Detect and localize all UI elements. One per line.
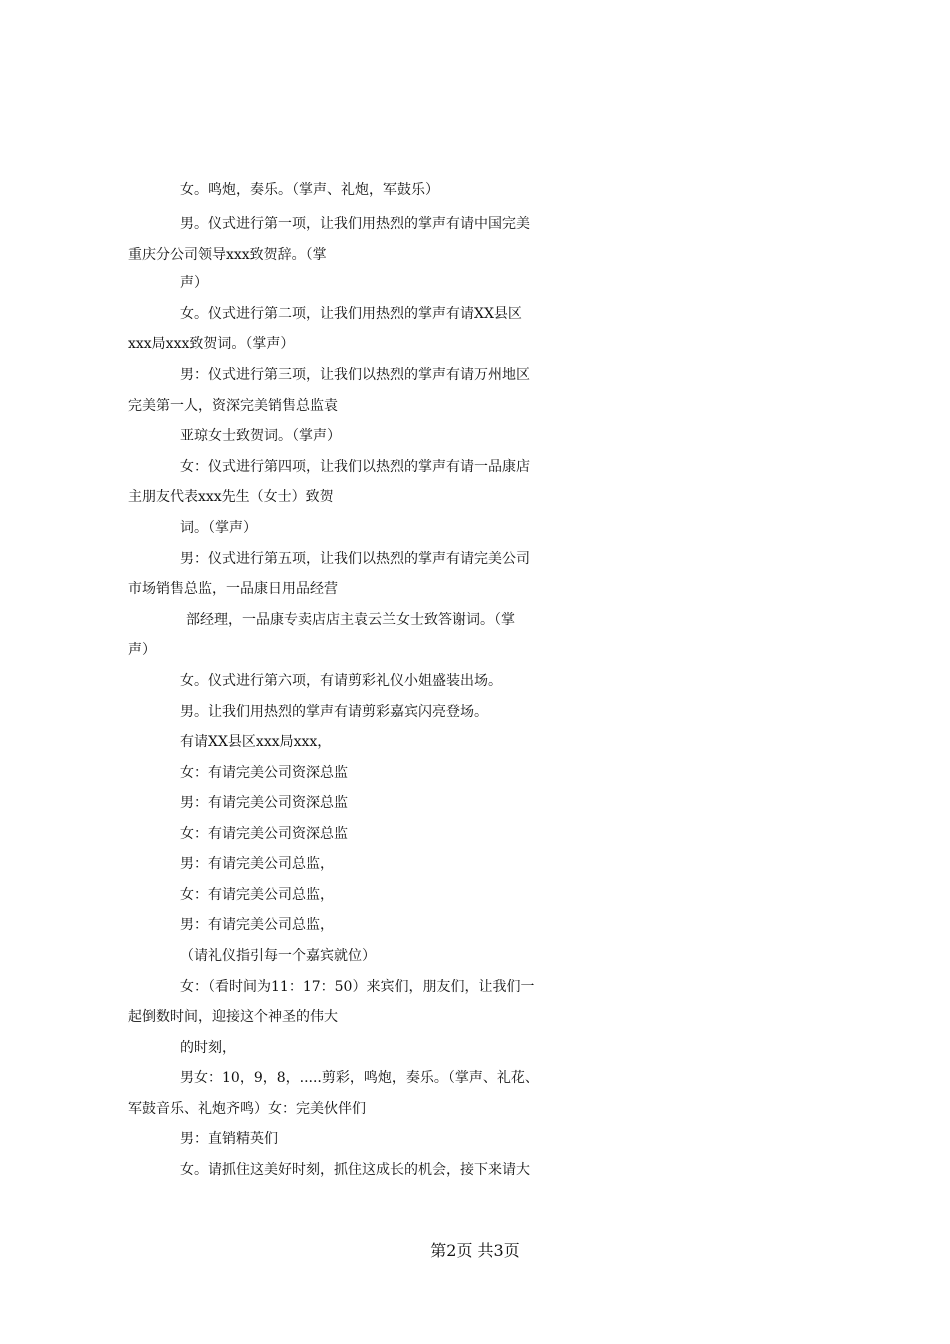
text-line: 男：仪式进行第三项，让我们以热烈的掌声有请万州地区 xyxy=(180,367,530,383)
text-line: 女。鸣炮，奏乐。（掌声、礼炮，军鼓乐） xyxy=(180,182,439,198)
text-line: 有请XX县区xxx局xxx， xyxy=(180,734,332,750)
text-line: 男：有请完美公司总监， xyxy=(180,856,334,872)
text-line: 市场销售总监，一品康日用品经营 xyxy=(128,581,338,597)
text-line: 起倒数时间，迎接这个神圣的伟大 xyxy=(128,1009,338,1025)
text-line: 男：有请完美公司资深总监 xyxy=(180,795,348,811)
text-line: 女。请抓住这美好时刻，抓住这成长的机会，接下来请大 xyxy=(180,1162,530,1178)
text-line: 军鼓音乐、礼炮齐鸣）女：完美伙伴们 xyxy=(128,1101,366,1117)
text-line: 男。仪式进行第一项，让我们用热烈的掌声有请中国完美 xyxy=(180,216,530,232)
text-line: 部经理，一品康专卖店店主袁云兰女士致答谢词。（掌 xyxy=(186,612,515,628)
text-line: 男：有请完美公司总监， xyxy=(180,917,334,933)
text-line: 亚琼女士致贺词。（掌声） xyxy=(180,428,341,444)
text-line: 男：仪式进行第五项，让我们以热烈的掌声有请完美公司 xyxy=(180,551,530,567)
text-line: 词。（掌声） xyxy=(180,520,257,536)
text-line: 完美第一人，资深完美销售总监袁 xyxy=(128,398,338,414)
text-line: 声） xyxy=(128,642,156,658)
text-line: 女：有请完美公司资深总监 xyxy=(180,826,348,842)
page-number-footer: 第2页 共3页 xyxy=(430,1241,520,1260)
text-line: 女：有请完美公司总监， xyxy=(180,887,334,903)
text-line: 女：（看时间为11：17：50）来宾们，朋友们，让我们一 xyxy=(180,979,535,995)
text-line: 女：有请完美公司资深总监 xyxy=(180,765,348,781)
text-line: 女：仪式进行第四项，让我们以热烈的掌声有请一品康店 xyxy=(180,459,530,475)
text-line: （请礼仪指引每一个嘉宾就位） xyxy=(180,948,376,964)
text-line: 女。仪式进行第二项，让我们用热烈的掌声有请XX县区 xyxy=(180,306,522,322)
text-line: 重庆分公司领导xxx致贺辞。（掌 xyxy=(128,247,327,263)
text-line: 男：直销精英们 xyxy=(180,1131,278,1147)
text-line: 男女：10，9，8，.....剪彩，鸣炮，奏乐。（掌声、礼花、 xyxy=(180,1070,539,1086)
text-line: 主朋友代表xxx先生（女士）致贺 xyxy=(128,489,334,505)
text-line: xxx局xxx致贺词。（掌声） xyxy=(128,336,295,352)
text-line: 声） xyxy=(180,275,208,291)
text-line: 的时刻， xyxy=(180,1040,236,1056)
text-line: 女。仪式进行第六项，有请剪彩礼仪小姐盛装出场。 xyxy=(180,673,502,689)
text-line: 男。让我们用热烈的掌声有请剪彩嘉宾闪亮登场。 xyxy=(180,704,488,720)
